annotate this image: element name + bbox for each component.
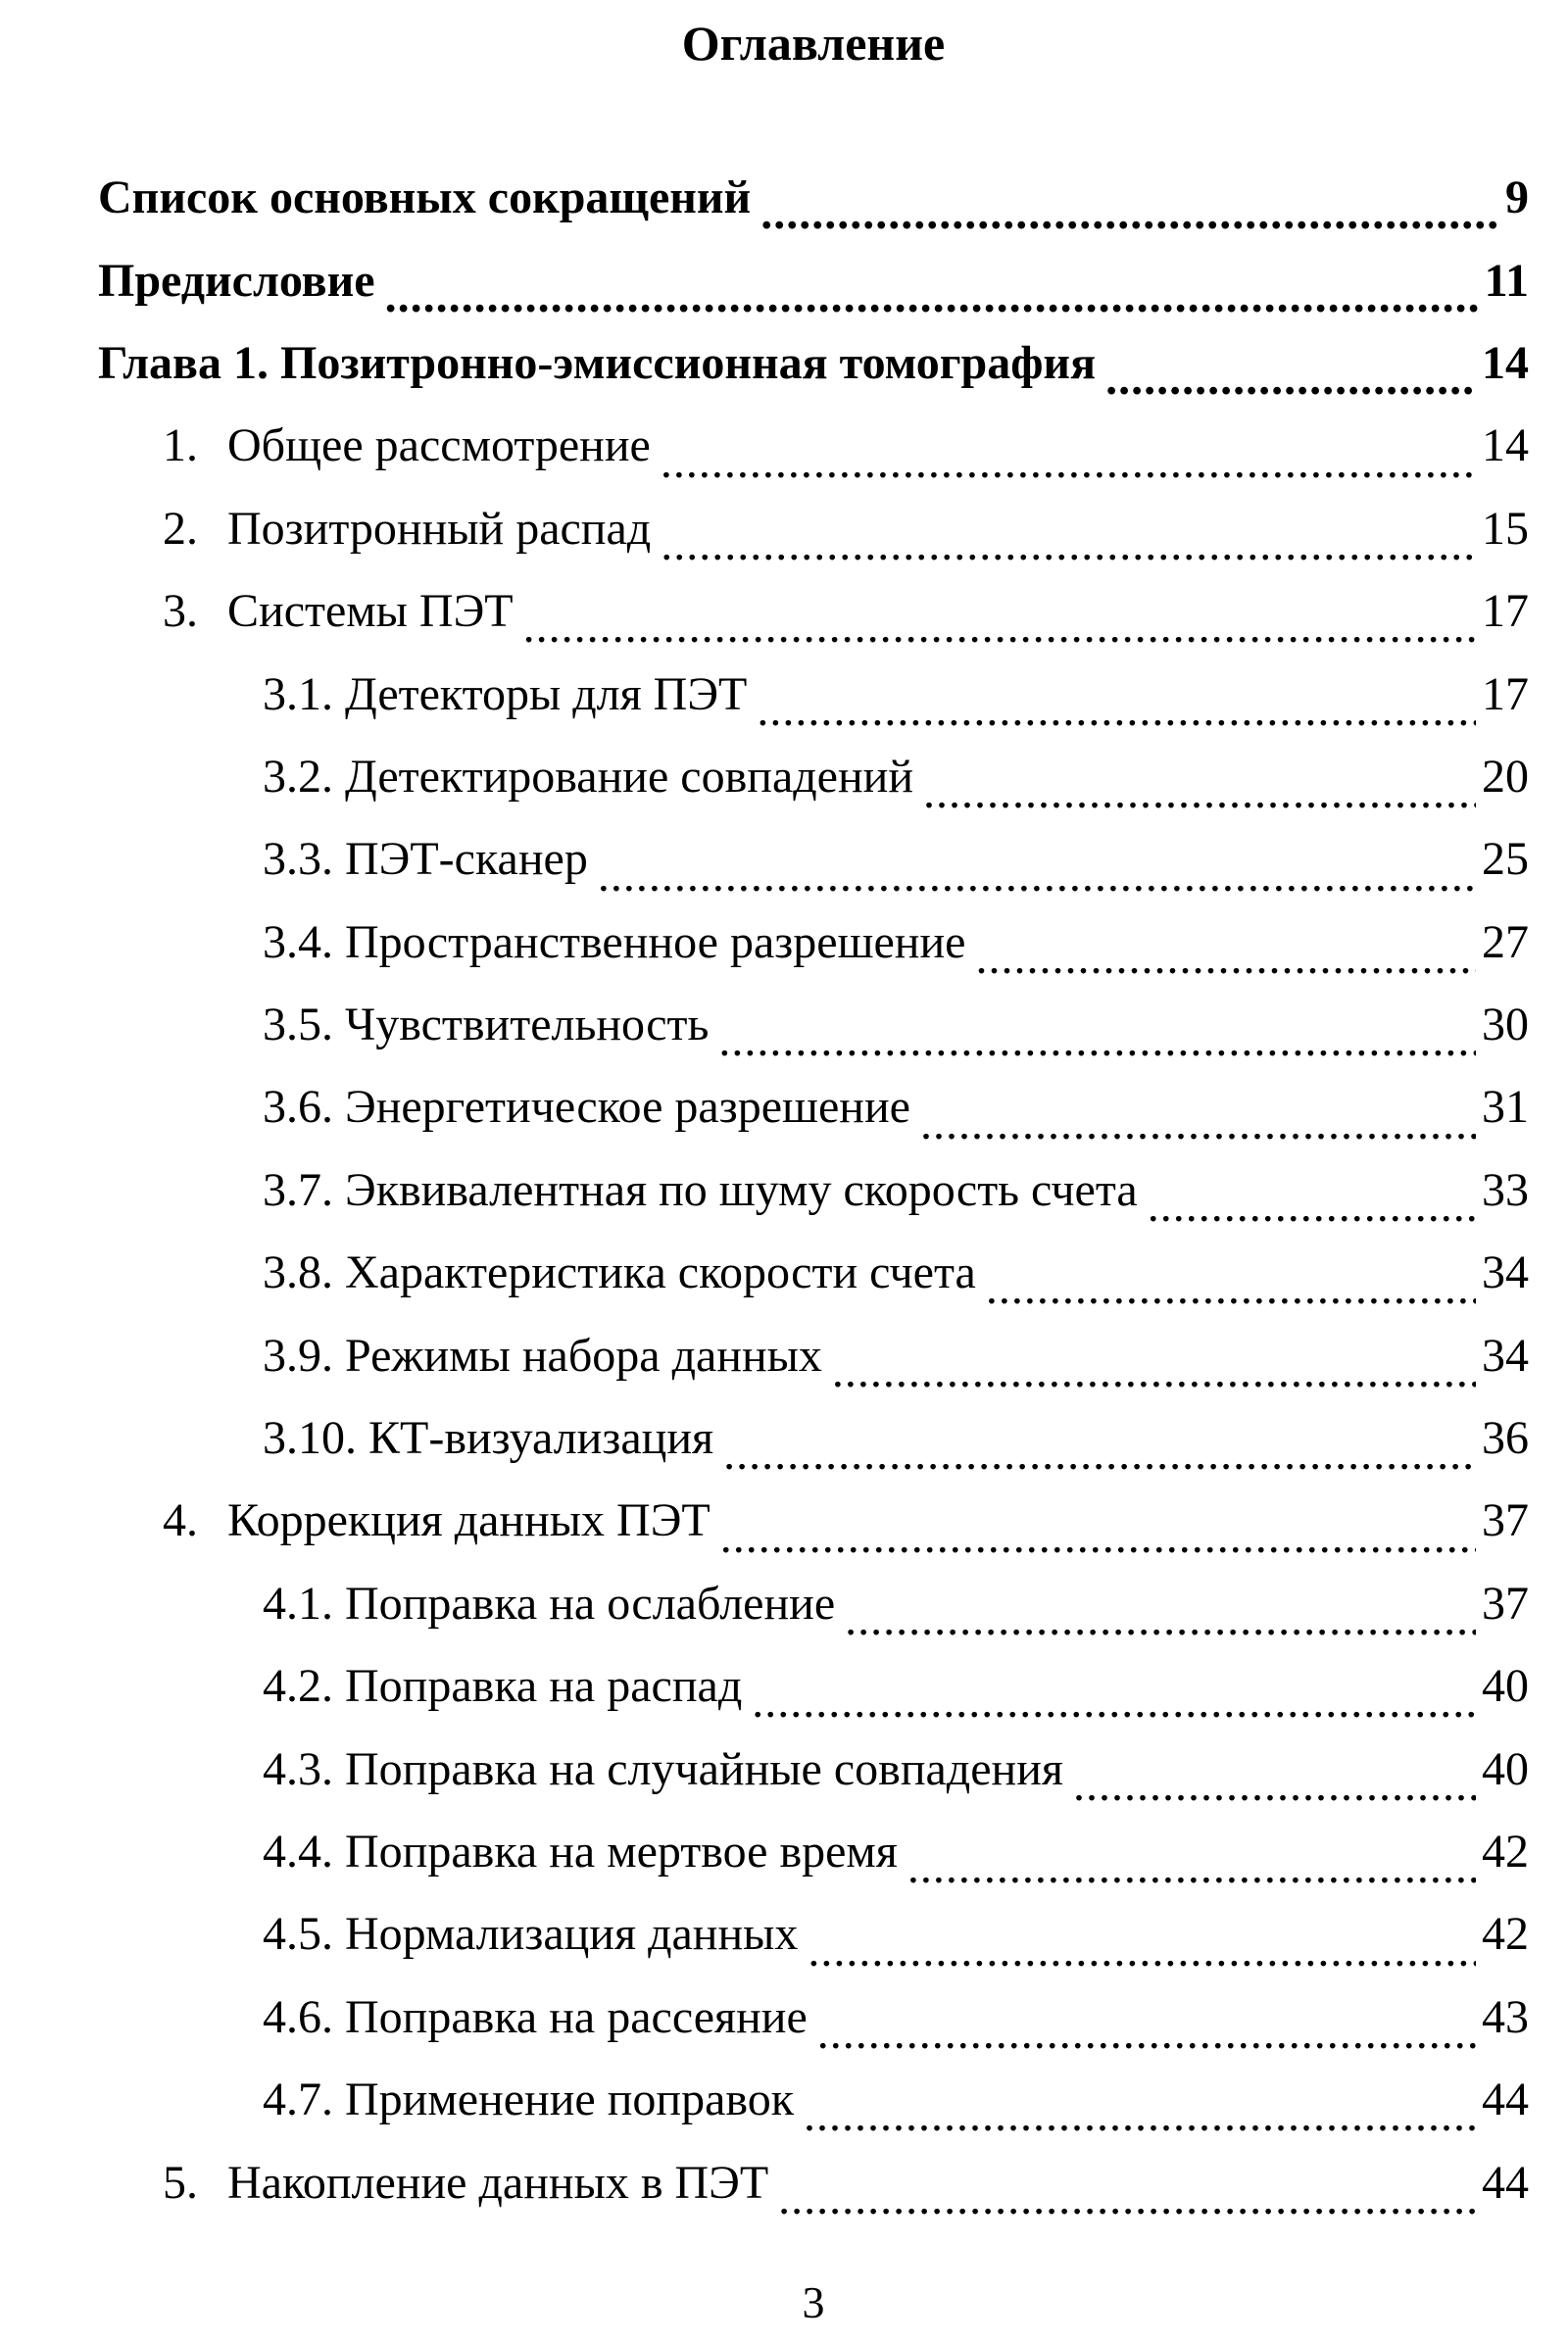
toc-entry-label bbox=[263, 1079, 910, 1136]
toc-entry-text: Глава 1. Позитронно-эмиссионная томография bbox=[98, 336, 1097, 389]
toc-entry-page: 27 bbox=[1482, 915, 1529, 968]
toc-entry-page: 40 bbox=[1482, 1742, 1529, 1795]
toc-entry-label bbox=[163, 1492, 710, 1549]
toc-entry-text: Поправка на случайные совпадения bbox=[345, 1742, 1063, 1795]
toc-entry-text: Предисловие bbox=[98, 254, 375, 307]
toc-entry-number: 4.7. bbox=[263, 2074, 333, 2126]
toc-entry-number: 3.2. bbox=[263, 750, 333, 803]
toc-title: Оглавление bbox=[681, 16, 946, 71]
toc-entry[interactable] bbox=[0, 1232, 1568, 1314]
toc-entry[interactable] bbox=[0, 1066, 1568, 1148]
toc-entry[interactable] bbox=[0, 1893, 1568, 1976]
toc-entry-label bbox=[163, 583, 514, 640]
toc-entry-text: Общее рассмотрение bbox=[227, 419, 651, 472]
toc-entry-number: 4.2. bbox=[263, 1660, 333, 1713]
toc-entry-text: Поправка на мертвое время bbox=[345, 1826, 898, 1878]
dot-leader bbox=[1105, 367, 1476, 405]
dot-leader bbox=[975, 947, 1476, 984]
toc-entry[interactable] bbox=[0, 984, 1568, 1066]
toc-entry-page: 25 bbox=[1482, 833, 1529, 886]
toc-entry[interactable] bbox=[0, 1563, 1568, 1645]
toc-entry[interactable] bbox=[0, 239, 1568, 321]
toc-entry-text: Режимы набора данных bbox=[345, 1329, 822, 1382]
toc-entry-page: 17 bbox=[1482, 585, 1529, 638]
toc-entry-page: 15 bbox=[1482, 502, 1529, 555]
toc-entry-number: 3.3. bbox=[263, 833, 333, 886]
toc-entry-label bbox=[263, 1989, 808, 2046]
toc-entry-label bbox=[263, 997, 709, 1053]
toc-entry-page: 9 bbox=[1505, 171, 1529, 224]
dot-leader bbox=[832, 1360, 1476, 1397]
toc-entry-label bbox=[263, 1244, 976, 1301]
toc-entry-number: 5. bbox=[163, 2156, 198, 2209]
toc-entry-page: 17 bbox=[1482, 667, 1529, 720]
toc-entry-label bbox=[263, 1410, 713, 1467]
toc-entry[interactable] bbox=[0, 902, 1568, 984]
dot-leader bbox=[923, 781, 1476, 818]
toc-entry-page: 42 bbox=[1482, 1826, 1529, 1878]
dot-leader bbox=[385, 285, 1479, 322]
dot-leader bbox=[723, 1442, 1476, 1480]
toc-entry-label bbox=[163, 501, 651, 558]
toc-entry[interactable] bbox=[0, 2059, 1568, 2141]
dot-leader bbox=[907, 1856, 1476, 1893]
toc-entry-label bbox=[98, 170, 751, 226]
dot-leader bbox=[760, 202, 1499, 239]
dot-leader bbox=[1148, 1195, 1476, 1232]
toc-entry-text: Поправка на распад bbox=[345, 1660, 743, 1713]
toc-entry-number: 3. bbox=[163, 585, 198, 638]
toc-entry-number: 3.10. bbox=[263, 1412, 357, 1465]
dot-leader bbox=[718, 1029, 1476, 1066]
toc-entry[interactable] bbox=[0, 2141, 1568, 2223]
dot-leader bbox=[598, 864, 1476, 902]
toc-entry-page: 37 bbox=[1482, 1577, 1529, 1630]
dot-leader bbox=[757, 699, 1476, 736]
toc-entry-label bbox=[263, 1162, 1138, 1219]
toc-entry-label bbox=[263, 1658, 742, 1715]
toc-entry-page: 34 bbox=[1482, 1246, 1529, 1299]
toc-entry-label bbox=[98, 253, 375, 310]
toc-entry[interactable] bbox=[0, 1645, 1568, 1728]
toc-entry-page: 14 bbox=[1482, 419, 1529, 472]
toc-entry-text: Позитронный распад bbox=[227, 502, 652, 555]
toc-entry[interactable] bbox=[0, 570, 1568, 653]
toc-entry-text: Детекторы для ПЭТ bbox=[345, 667, 748, 720]
dot-leader bbox=[804, 2104, 1476, 2141]
toc-entry-label bbox=[263, 1328, 822, 1385]
toc-entry-number: 4.1. bbox=[263, 1577, 333, 1630]
toc-entry-text: Пространственное разрешение bbox=[345, 915, 966, 968]
dot-leader bbox=[778, 2187, 1476, 2224]
toc-entry-number: 4. bbox=[163, 1494, 198, 1547]
toc-entry-page: 20 bbox=[1482, 750, 1529, 803]
page-number: 3 bbox=[802, 2277, 825, 2327]
toc-entry-label bbox=[263, 1576, 835, 1633]
toc-entry-text: Поправка на ослабление bbox=[345, 1577, 836, 1630]
toc-entry-text: Эквивалентная по шуму скорость счета bbox=[345, 1163, 1138, 1216]
toc-entry[interactable] bbox=[0, 1397, 1568, 1480]
toc-entry-page: 42 bbox=[1482, 1908, 1529, 1961]
toc-entry-label bbox=[263, 2072, 794, 2128]
toc-entry-label bbox=[163, 417, 651, 474]
toc-entry-text: Энергетическое разрешение bbox=[345, 1081, 910, 1134]
dot-leader bbox=[523, 615, 1476, 653]
toc-entry-number: 3.8. bbox=[263, 1246, 333, 1299]
toc-entry[interactable] bbox=[0, 1976, 1568, 2059]
toc-entry-label bbox=[98, 335, 1096, 392]
toc-entry[interactable] bbox=[0, 405, 1568, 487]
toc-entry-page: 37 bbox=[1482, 1494, 1529, 1547]
toc-entry-text: Накопление данных в ПЭТ bbox=[227, 2156, 769, 2209]
toc-entry-label bbox=[163, 2155, 768, 2212]
dot-leader bbox=[1073, 1774, 1476, 1811]
toc-entry-text: Детектирование совпадений bbox=[345, 750, 914, 803]
toc-entry-text: Применение поправок bbox=[345, 2074, 795, 2126]
toc-entry-text: Поправка на рассеяние bbox=[345, 1990, 808, 2043]
toc-entry-label bbox=[263, 749, 913, 805]
toc-entry-number: 1. bbox=[163, 419, 198, 472]
toc-entry-text: Чувствительность bbox=[345, 999, 710, 1051]
toc-entry-page: 44 bbox=[1482, 2156, 1529, 2209]
toc-entry-text: Нормализация данных bbox=[345, 1908, 799, 1961]
toc-entry-number: 3.7. bbox=[263, 1163, 333, 1216]
dot-leader bbox=[752, 1690, 1476, 1728]
toc-entry-page: 31 bbox=[1482, 1081, 1529, 1134]
toc-entry-text: ПЭТ-сканер bbox=[345, 833, 588, 886]
dot-leader bbox=[920, 1112, 1476, 1149]
toc-entry-text: КТ-визуализация bbox=[368, 1412, 714, 1465]
dot-leader bbox=[808, 1939, 1476, 1976]
toc-entry-page: 30 bbox=[1482, 999, 1529, 1051]
toc-entry-label bbox=[263, 1824, 898, 1880]
toc-entry-page: 43 bbox=[1482, 1990, 1529, 2043]
toc-entry[interactable] bbox=[0, 157, 1568, 239]
toc-entry-text: Список основных сокращений bbox=[98, 171, 752, 224]
dot-leader bbox=[661, 451, 1476, 488]
toc-entry-number: 3.9. bbox=[263, 1329, 333, 1382]
toc-entry-label bbox=[263, 1741, 1063, 1798]
toc-entry-page: 40 bbox=[1482, 1660, 1529, 1713]
toc-entry[interactable] bbox=[0, 322, 1568, 405]
toc-entry-label bbox=[263, 914, 965, 971]
toc-entry-number: 4.6. bbox=[263, 1990, 333, 2043]
toc-entry[interactable] bbox=[0, 1149, 1568, 1232]
dot-leader bbox=[661, 533, 1476, 570]
toc-entry-number: 4.3. bbox=[263, 1742, 333, 1795]
toc-entry-page: 14 bbox=[1482, 336, 1529, 389]
toc-entry[interactable] bbox=[0, 1480, 1568, 1562]
toc-entry-page: 33 bbox=[1482, 1163, 1529, 1216]
toc-entry-text: Коррекция данных ПЭТ bbox=[227, 1494, 710, 1547]
toc-entry-number: 2. bbox=[163, 502, 198, 555]
toc-entry[interactable] bbox=[0, 1314, 1568, 1396]
toc-entry-page: 11 bbox=[1484, 254, 1529, 307]
toc-entry[interactable] bbox=[0, 653, 1568, 735]
toc-entry[interactable] bbox=[0, 818, 1568, 901]
toc-entry-text: Системы ПЭТ bbox=[227, 585, 514, 638]
toc-entry-text: Характеристика скорости счета bbox=[345, 1246, 976, 1299]
toc-entry-number: 3.4. bbox=[263, 915, 333, 968]
toc-entry-label bbox=[263, 666, 747, 723]
toc-entry-number: 3.1. bbox=[263, 667, 333, 720]
toc-entry-page: 36 bbox=[1482, 1412, 1529, 1465]
toc-entry-number: 3.5. bbox=[263, 999, 333, 1051]
toc-entry[interactable] bbox=[0, 736, 1568, 818]
toc-entry-label bbox=[263, 831, 588, 888]
toc-list bbox=[0, 157, 1568, 2224]
toc-entry-page: 44 bbox=[1482, 2074, 1529, 2126]
toc-entry[interactable] bbox=[0, 488, 1568, 570]
dot-leader bbox=[817, 2022, 1476, 2059]
toc-entry-number: 4.4. bbox=[263, 1826, 333, 1878]
toc-entry-page: 34 bbox=[1482, 1329, 1529, 1382]
toc-entry-label bbox=[263, 1906, 798, 1963]
toc-entry-number: 4.5. bbox=[263, 1908, 333, 1961]
dot-leader bbox=[986, 1277, 1476, 1314]
dot-leader bbox=[845, 1608, 1476, 1645]
toc-entry[interactable] bbox=[0, 1811, 1568, 1893]
toc-entry-number: 3.6. bbox=[263, 1081, 333, 1134]
toc-entry[interactable] bbox=[0, 1728, 1568, 1810]
dot-leader bbox=[720, 1526, 1476, 1563]
